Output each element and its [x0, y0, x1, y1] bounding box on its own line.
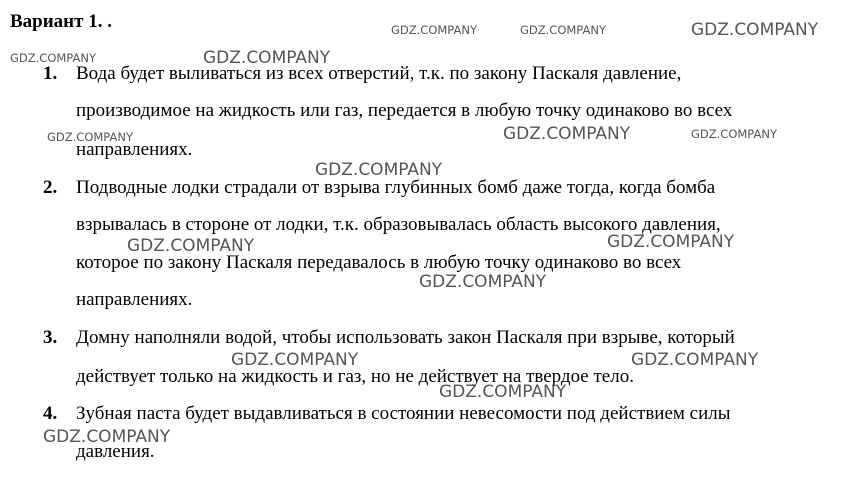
watermark: GDZ.COMPANY	[127, 236, 255, 256]
watermark: GDZ.COMPANY	[231, 350, 359, 370]
watermark: GDZ.COMPANY	[203, 48, 331, 68]
item-3-line-1: Домну наполняли водой, чтобы использовать закон Паскаля при взрыве, который	[76, 327, 735, 348]
item-2-line-2: взрывалась в стороне от лодки, т.к. образовывалась область высокого давления,	[76, 214, 721, 235]
watermark: GDZ.COMPANY	[503, 124, 631, 144]
item-4-number: 4.	[43, 403, 58, 424]
variant-title: Вариант 1. .	[10, 11, 112, 32]
item-1-number: 1.	[43, 63, 58, 84]
item-2-number: 2.	[43, 177, 58, 198]
watermark: GDZ.COMPANY	[691, 127, 777, 141]
watermark: GDZ.COMPANY	[439, 382, 567, 402]
item-3-number: 3.	[43, 327, 58, 348]
watermark: GDZ.COMPANY	[47, 130, 133, 144]
watermark: GDZ.COMPANY	[691, 20, 819, 40]
watermark: GDZ.COMPANY	[607, 232, 735, 252]
watermark: GDZ.COMPANY	[10, 51, 96, 65]
watermark: GDZ.COMPANY	[43, 427, 171, 447]
item-1-line-3: направлениях.	[76, 139, 193, 160]
watermark: GDZ.COMPANY	[391, 23, 477, 37]
watermark: GDZ.COMPANY	[520, 23, 606, 37]
watermark: GDZ.COMPANY	[631, 350, 759, 370]
watermark: GDZ.COMPANY	[419, 272, 547, 292]
item-2-line-1: Подводные лодки страдали от взрыва глубинных бомб даже тогда, когда бомба	[76, 177, 716, 198]
item-4-line-2: давления.	[76, 441, 155, 462]
item-1-line-2: производимое на жидкость или газ, передается в любую точку одинаково во всех	[76, 100, 733, 121]
item-4-line-1: Зубная паста будет выдавливаться в состоянии невесомости под действием силы	[76, 403, 731, 424]
item-1-line-1: Вода будет выливаться из всех отверстий, т.к. по закону Паскаля давление,	[76, 63, 682, 84]
item-2-line-4: направлениях.	[76, 289, 193, 310]
item-2-line-3: которое по закону Паскаля передавалось в любую точку одинаково во всех	[76, 252, 682, 273]
watermark: GDZ.COMPANY	[315, 160, 443, 180]
item-3-line-2: действует только на жидкость и газ, но не действует на твердое тело.	[76, 366, 634, 387]
